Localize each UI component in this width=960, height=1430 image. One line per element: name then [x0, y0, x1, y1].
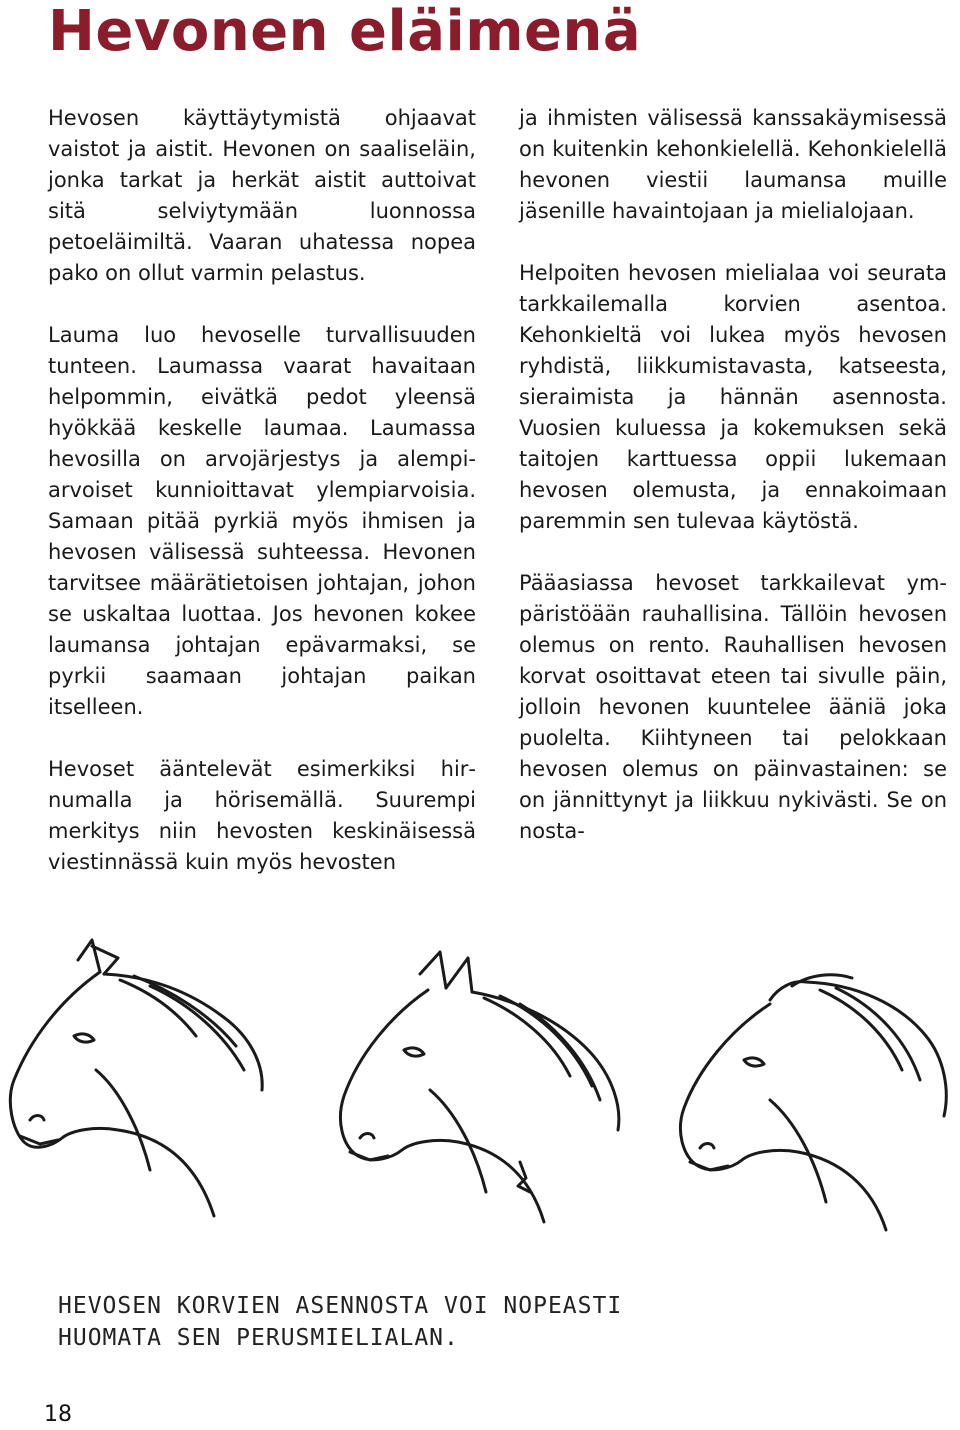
right-text-column: [519, 103, 947, 847]
caption-line-1: HEVOSEN KORVIEN ASENNOSTA VOI NOPEASTI: [58, 1293, 623, 1319]
left-text-column: [48, 103, 476, 878]
paragraph: Pääasiassa hevoset tarkkailevat ympäristöään rauhallisina. Tällöin hevosen olemus on rento. Rauhallisen hevosen korvat osoittavat eteen tai sivulle päin, jolloin hevonen kuuntelee ääniä joka puolelta. Kiihtyneen tai pelokkaan hevosen olemus on päinvastainen: se on jännittynyt ja liikkuu nykivästi. Se on nosta-: [519, 571, 947, 843]
horse-head-ears-sideways-drawing: [680, 975, 946, 1230]
page-number: 18: [44, 1402, 72, 1427]
paragraph: Hevoset ääntelevät esimerkiksi hirnumalla ja hörisemällä. Suurempi merkitys niin hevosten keskinäisessä viestinnässä kuin myös hevosten: [48, 757, 476, 874]
horse-head-ears-forward-drawing: [340, 952, 618, 1222]
paragraph: Hevosen käyttäytymistä ohjaavat vaistot ja aistit. Hevonen on saaliseläin, jonka tarkat ja herkät aistit auttoivat sitä selviytymään luonnossa petoeläimiltä. Vaaran uhatessa nopea pako on ollut varmin pelastus.: [48, 106, 476, 285]
page-title: Hevonen eläimenä: [48, 0, 642, 64]
paragraph: ja ihmisten välisessä kanssakäymisessä on kuitenkin kehonkielellä. Kehonkielellä hevonen viestii laumansa muille jäsenille havaintojaan ja mielialojaan.: [519, 106, 947, 223]
handwritten-caption: [58, 1290, 678, 1354]
horse-head-ears-back-drawing: [10, 940, 262, 1216]
paragraph: Lauma luo hevoselle turvallisuuden tunteen. Laumassa vaarat havaitaan helpommin, eivätkä pedot yleensä hyökkää keskelle laumaa. Laumassa hevosilla on arvojärjestys ja alempiarvoiset kunnioittavat ylempiarvoisia. Samaan pitää pyrkiä myös ihmisen ja hevosen välisessä suhteessa. Hevonen tarvitsee määrätietoisen johtajan, johon se uskaltaa luottaa. Jos hevonen kokee laumansa johtajan epävarmaksi, se pyrkii saamaan johtajan paikan itselleen.: [48, 323, 476, 719]
paragraph: Helpoiten hevosen mielialaa voi seurata tarkkailemalla korvien asentoa. Kehonkieltä voi lukea myös hevosen ryhdistä, liikkumistavasta, katseesta, sieraimista ja hännän asennosta. Vuosien kuluessa ja kokemuksen sekä taitojen karttuessa oppii lukemaan hevosen olemusta, ja ennakoimaan paremmin sen tulevaa käytöstä.: [519, 261, 947, 533]
caption-line-2: HUOMATA SEN PERUSMIELIALAN.: [58, 1325, 459, 1351]
horse-heads-illustration: [0, 930, 960, 1240]
